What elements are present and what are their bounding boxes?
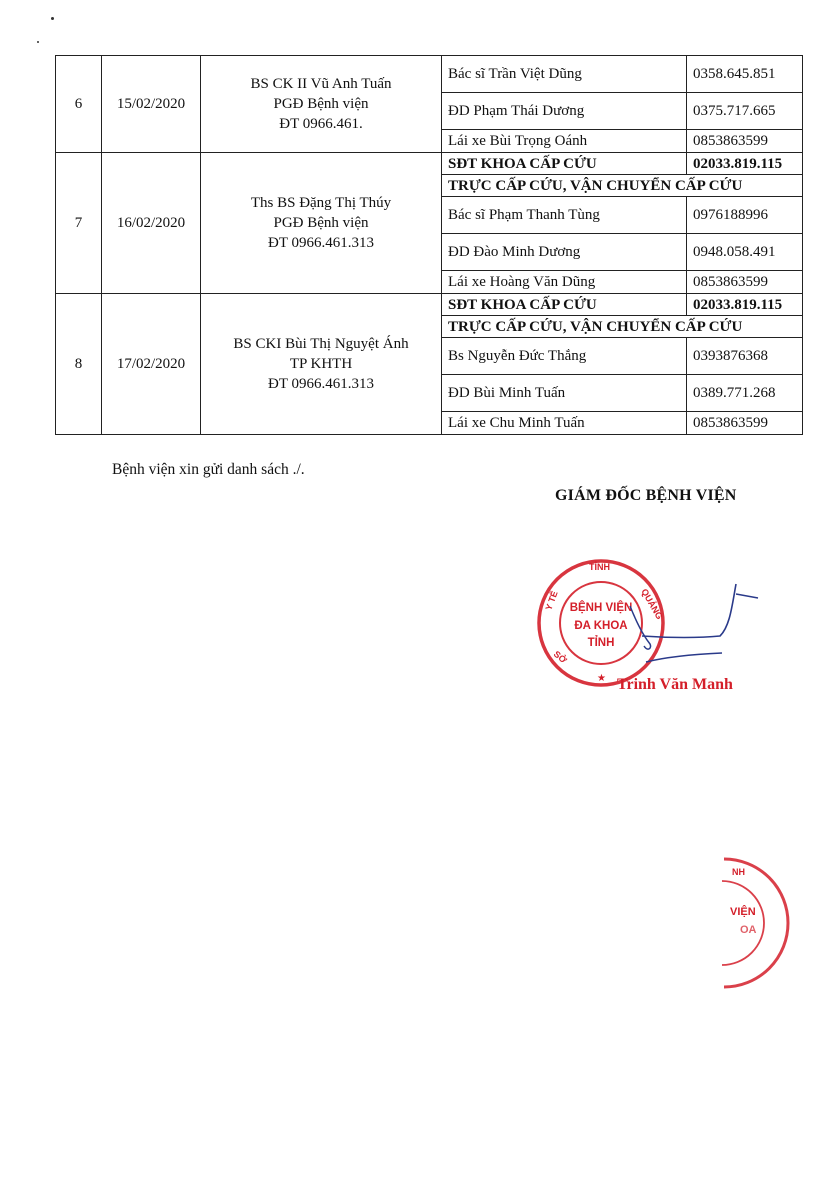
duty-leader bbox=[201, 294, 442, 435]
table-row bbox=[56, 294, 803, 316]
leader-position: PGĐ Bệnh viện bbox=[273, 96, 369, 112]
leader-name: Ths BS Đặng Thị Thúy bbox=[250, 195, 392, 211]
seal-center-line: ĐA KHOA bbox=[574, 620, 628, 632]
staff-phone: 0358.645.851 bbox=[687, 56, 803, 93]
partial-seal-outer-arc bbox=[724, 859, 788, 987]
seal-ring-right: QUẢNG bbox=[639, 587, 665, 622]
seal-center-line: TỈNH bbox=[587, 637, 615, 649]
scan-speck bbox=[37, 41, 39, 43]
staff-name: Bác sĩ Trần Việt Dũng bbox=[442, 56, 687, 93]
duty-leader bbox=[201, 153, 442, 294]
staff-name: ĐD Bùi Minh Tuấn bbox=[442, 375, 687, 412]
staff-phone: 0853863599 bbox=[687, 412, 803, 435]
staff-name: ĐD Đào Minh Dương bbox=[442, 234, 687, 271]
staff-phone: 0389.771.268 bbox=[687, 375, 803, 412]
duty-leader bbox=[201, 56, 442, 153]
leader-name: BS CKI Bùi Thị Nguyệt Ánh bbox=[233, 336, 409, 352]
signer-name: Trinh Văn Manh bbox=[617, 676, 733, 693]
leader-phone: ĐT 0966.461.313 bbox=[268, 235, 374, 251]
closing-statement: Bệnh viện xin gửi danh sách ./. bbox=[112, 461, 305, 478]
duty-section-heading: TRỰC CẤP CỨU, VẬN CHUYỂN CẤP CỨU bbox=[442, 316, 803, 338]
signer-title: GIÁM ĐỐC BỆNH VIỆN bbox=[555, 487, 737, 504]
partial-seal-text: OA bbox=[740, 924, 757, 936]
seal-star-icon: ★ bbox=[597, 673, 606, 684]
leader-phone: ĐT 0966.461.313 bbox=[268, 376, 374, 392]
partial-seal-inner-arc bbox=[722, 881, 764, 965]
seal-center-line: BỆNH VIỆN bbox=[569, 602, 633, 614]
staff-name: Bác sĩ Phạm Thanh Tùng bbox=[442, 197, 687, 234]
row-number: 7 bbox=[56, 153, 102, 294]
staff-name: Lái xe Bùi Trọng Oánh bbox=[442, 130, 687, 153]
duty-date: 16/02/2020 bbox=[102, 153, 201, 294]
leader-name: BS CK II Vũ Anh Tuấn bbox=[250, 76, 392, 92]
seal-ring-top: TỈNH bbox=[589, 562, 610, 572]
leader-position: PGĐ Bệnh viện bbox=[273, 215, 369, 231]
emergency-dept-phone: 02033.819.115 bbox=[687, 153, 803, 175]
staff-name: Lái xe Hoàng Văn Dũng bbox=[442, 271, 687, 294]
duty-date: 15/02/2020 bbox=[102, 56, 201, 153]
seal-ring-bottom: SỞ bbox=[551, 648, 569, 666]
emergency-dept-phone: 02033.819.115 bbox=[687, 294, 803, 316]
seal-ring-left: Y TẾ bbox=[543, 589, 560, 612]
table-row bbox=[56, 153, 803, 175]
staff-phone: 0393876368 bbox=[687, 338, 803, 375]
duty-date: 17/02/2020 bbox=[102, 294, 201, 435]
staff-phone: 0853863599 bbox=[687, 130, 803, 153]
partial-seal-text: VIỆN bbox=[730, 906, 756, 918]
partial-seal-stamp bbox=[704, 853, 804, 993]
row-number: 6 bbox=[56, 56, 102, 153]
staff-phone: 0948.058.491 bbox=[687, 234, 803, 271]
leader-position: TP KHTH bbox=[289, 356, 353, 372]
staff-name: ĐD Phạm Thái Dương bbox=[442, 93, 687, 130]
table-row bbox=[56, 56, 803, 93]
partial-seal-text: NH bbox=[732, 867, 745, 877]
row-number: 8 bbox=[56, 294, 102, 435]
staff-name: Lái xe Chu Minh Tuấn bbox=[442, 412, 687, 435]
staff-name: Bs Nguyễn Đức Thắng bbox=[442, 338, 687, 375]
duty-schedule-table bbox=[55, 55, 803, 435]
staff-phone: 0375.717.665 bbox=[687, 93, 803, 130]
emergency-dept-label: SĐT KHOA CẤP CỨU bbox=[442, 153, 687, 175]
director-signature bbox=[587, 576, 770, 686]
emergency-dept-label: SĐT KHOA CẤP CỨU bbox=[442, 294, 687, 316]
leader-phone: ĐT 0966.461. bbox=[279, 116, 363, 132]
scan-speck bbox=[51, 17, 54, 20]
duty-section-heading: TRỰC CẤP CỨU, VẬN CHUYỂN CẤP CỨU bbox=[442, 175, 803, 197]
staff-phone: 0976188996 bbox=[687, 197, 803, 234]
staff-phone: 0853863599 bbox=[687, 271, 803, 294]
